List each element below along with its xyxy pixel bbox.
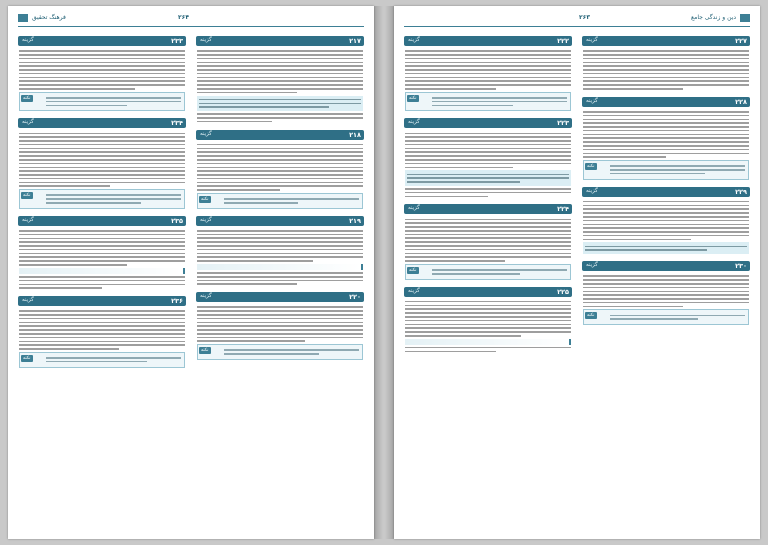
- question-header: [196, 130, 364, 140]
- option-label: گزینه: [586, 262, 598, 269]
- question-body: [196, 140, 364, 212]
- question-body: [18, 128, 186, 211]
- question-number: ۲۱۹: [349, 216, 361, 225]
- note-box: [197, 344, 363, 360]
- question-number: ۲۳۴: [171, 119, 183, 128]
- header-mark-icon: [18, 14, 28, 22]
- note-box: [19, 92, 185, 112]
- question-number: ۲۳۰: [735, 262, 747, 271]
- option-label: گزینه: [22, 297, 34, 304]
- note-tag: نکته: [201, 348, 209, 354]
- answer-bar: [405, 339, 571, 345]
- question-header: [18, 36, 186, 46]
- column-right: [196, 32, 364, 363]
- note-box: [19, 352, 185, 368]
- note-tag: نکته: [23, 95, 31, 101]
- question-number: ۲۳۶: [171, 297, 183, 306]
- page-right: [394, 6, 760, 539]
- question-body: [404, 214, 572, 282]
- answer-bar: [197, 264, 363, 270]
- note-tag: نکته: [23, 355, 31, 361]
- book-gutter: [374, 6, 394, 539]
- note-box: [405, 92, 571, 112]
- question-body: [582, 107, 750, 183]
- option-label: گزینه: [200, 37, 212, 43]
- note-tag: نکته: [587, 313, 595, 319]
- question-body: [582, 271, 750, 328]
- question-number: ۲۲۳: [557, 119, 569, 128]
- note-tag: نکته: [23, 193, 31, 199]
- header-mark-icon: [740, 14, 750, 22]
- question-body: [18, 306, 186, 371]
- question-header: [18, 216, 186, 226]
- question-header: [404, 204, 572, 214]
- note-box: [583, 309, 749, 325]
- note-tag: نکته: [587, 164, 595, 170]
- column-left: [18, 32, 186, 371]
- question-body: [18, 46, 186, 114]
- question-number: ۲۲۷: [735, 37, 747, 45]
- question-number: ۲۲۵: [557, 287, 569, 296]
- option-label: گزینه: [200, 130, 212, 137]
- question-header: [196, 292, 364, 302]
- question-header: [404, 118, 572, 128]
- option-label: گزینه: [586, 97, 598, 104]
- question-number: ۲۲۸: [735, 97, 747, 106]
- page-number: ۲۶۳: [579, 14, 590, 21]
- note-box: [405, 264, 571, 280]
- note-tag: نکته: [201, 196, 209, 202]
- question-body: [582, 46, 750, 93]
- page-number: ۲۶۴: [178, 14, 189, 21]
- highlight-box: [405, 170, 571, 186]
- option-label: گزینه: [408, 119, 420, 126]
- question-number: ۲۲۰: [349, 293, 361, 302]
- question-number: ۲۱۷: [349, 37, 361, 45]
- question-header: [18, 296, 186, 306]
- question-body: [18, 226, 186, 292]
- question-header: [404, 287, 572, 297]
- question-body: [404, 128, 572, 200]
- question-header: [582, 187, 750, 197]
- page-left: [8, 6, 374, 539]
- option-label: گزینه: [586, 187, 598, 194]
- page-title: دین و زندگی جامع: [690, 14, 736, 21]
- option-label: گزینه: [408, 287, 420, 294]
- highlight-box: [197, 96, 363, 112]
- note-tag: نکته: [409, 267, 417, 273]
- question-header: [582, 97, 750, 107]
- option-label: گزینه: [200, 216, 212, 223]
- column-left: [404, 32, 572, 355]
- question-number: ۲۲۹: [735, 187, 747, 196]
- question-body: [404, 297, 572, 356]
- option-label: گزینه: [408, 37, 420, 43]
- question-number: ۲۳۳: [171, 37, 183, 45]
- question-body: [196, 46, 364, 126]
- option-label: گزینه: [22, 216, 34, 223]
- question-header: [404, 36, 572, 46]
- question-header: [196, 216, 364, 226]
- question-header: [18, 118, 186, 128]
- option-label: گزینه: [22, 119, 34, 126]
- note-box: [19, 189, 185, 209]
- answer-bar: [19, 268, 185, 274]
- question-header: [582, 36, 750, 46]
- question-number: ۲۱۸: [349, 130, 361, 139]
- question-body: [196, 226, 364, 289]
- running-header: [18, 12, 364, 27]
- page-title: فرهنگ تحقیق: [32, 14, 66, 21]
- question-number: ۲۳۵: [171, 216, 183, 225]
- note-tag: نکته: [409, 95, 417, 101]
- question-number: ۲۲۴: [557, 205, 569, 214]
- question-header: [582, 261, 750, 271]
- note-box: [197, 193, 363, 209]
- option-label: گزینه: [200, 293, 212, 300]
- question-body: [582, 197, 750, 258]
- question-number: ۲۲۲: [557, 37, 569, 45]
- option-label: گزینه: [408, 205, 420, 212]
- option-label: گزینه: [586, 37, 598, 43]
- question-body: [404, 46, 572, 114]
- column-right: [582, 32, 750, 328]
- option-label: گزینه: [22, 37, 34, 43]
- highlight-box: [583, 242, 749, 254]
- question-body: [196, 302, 364, 363]
- question-header: [196, 36, 364, 46]
- running-header: [404, 12, 750, 27]
- note-box: [583, 160, 749, 180]
